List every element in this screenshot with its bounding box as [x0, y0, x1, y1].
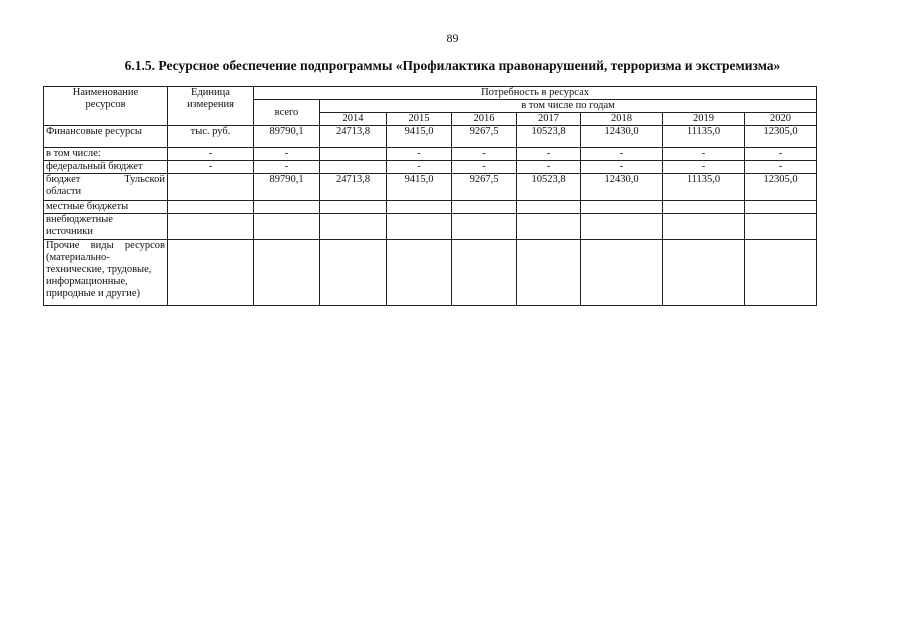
row-name: Финансовые ресурсы [44, 126, 168, 148]
row-value: - [452, 148, 517, 161]
row-value: 10523,8 [517, 126, 581, 148]
header-by-years: в том числе по годам [320, 100, 817, 113]
row-value: 12430,0 [581, 126, 663, 148]
row-unit: тыс. руб. [168, 126, 254, 148]
header-year: 2018 [581, 113, 663, 126]
row-value: 11135,0 [663, 174, 745, 201]
header-year: 2019 [663, 113, 745, 126]
row-unit [168, 174, 254, 201]
section-heading: 6.1.5. Ресурсное обеспечение подпрограммы «Профилактика правонарушений, терроризма и экстремизма» [124, 58, 781, 73]
page-number: 89 [446, 31, 459, 45]
row-unit: - [168, 161, 254, 174]
row-total: 89790,1 [254, 174, 320, 201]
row-value: - [452, 161, 517, 174]
table-row [44, 214, 817, 240]
row-value [320, 161, 387, 174]
row-unit: - [168, 148, 254, 161]
row-value: - [663, 161, 745, 174]
header-resource-name: Наименование ресурсов [44, 87, 168, 126]
row-value [320, 148, 387, 161]
row-value: - [581, 148, 663, 161]
row-total: - [254, 161, 320, 174]
header-year: 2016 [452, 113, 517, 126]
header-year: 2017 [517, 113, 581, 126]
row-value: - [745, 148, 817, 161]
header-resource-need: Потребность в ресурсах [254, 87, 817, 100]
header-year: 2014 [320, 113, 387, 126]
row-value: - [517, 148, 581, 161]
row-total: 89790,1 [254, 126, 320, 148]
row-value: 12305,0 [745, 126, 817, 148]
table-row [44, 148, 817, 161]
row-name: местные бюджеты [44, 201, 168, 214]
row-total: - [254, 148, 320, 161]
row-value: 12430,0 [581, 174, 663, 201]
row-value: 12305,0 [745, 174, 817, 201]
table-row [44, 201, 817, 214]
table-row [44, 161, 817, 174]
table-row [44, 174, 817, 201]
row-value: - [663, 148, 745, 161]
row-value: 9267,5 [452, 126, 517, 148]
row-name: Прочие виды ресурсов (материально- технические, трудовые, информационные, природные и другие) [44, 240, 168, 306]
row-value: - [387, 148, 452, 161]
table-row [44, 240, 817, 306]
row-name: федеральный бюджет [44, 161, 168, 174]
row-value: - [387, 161, 452, 174]
row-name: в том числе: [44, 148, 168, 161]
table-header-row [44, 87, 817, 100]
row-name: бюджет Тульской области [44, 174, 168, 201]
row-value: 11135,0 [663, 126, 745, 148]
row-value: - [745, 161, 817, 174]
row-name: внебюджетные источники [44, 214, 168, 240]
row-value: - [581, 161, 663, 174]
row-value: 9415,0 [387, 174, 452, 201]
resources-table [43, 86, 817, 306]
row-value: 24713,8 [320, 126, 387, 148]
row-value: 9267,5 [452, 174, 517, 201]
row-value: 10523,8 [517, 174, 581, 201]
row-value: 9415,0 [387, 126, 452, 148]
header-year: 2020 [745, 113, 817, 126]
header-year: 2015 [387, 113, 452, 126]
header-total: всего [254, 100, 320, 126]
row-value: - [517, 161, 581, 174]
header-unit: Единица измерения [168, 87, 254, 126]
row-value: 24713,8 [320, 174, 387, 201]
table-row [44, 126, 817, 148]
